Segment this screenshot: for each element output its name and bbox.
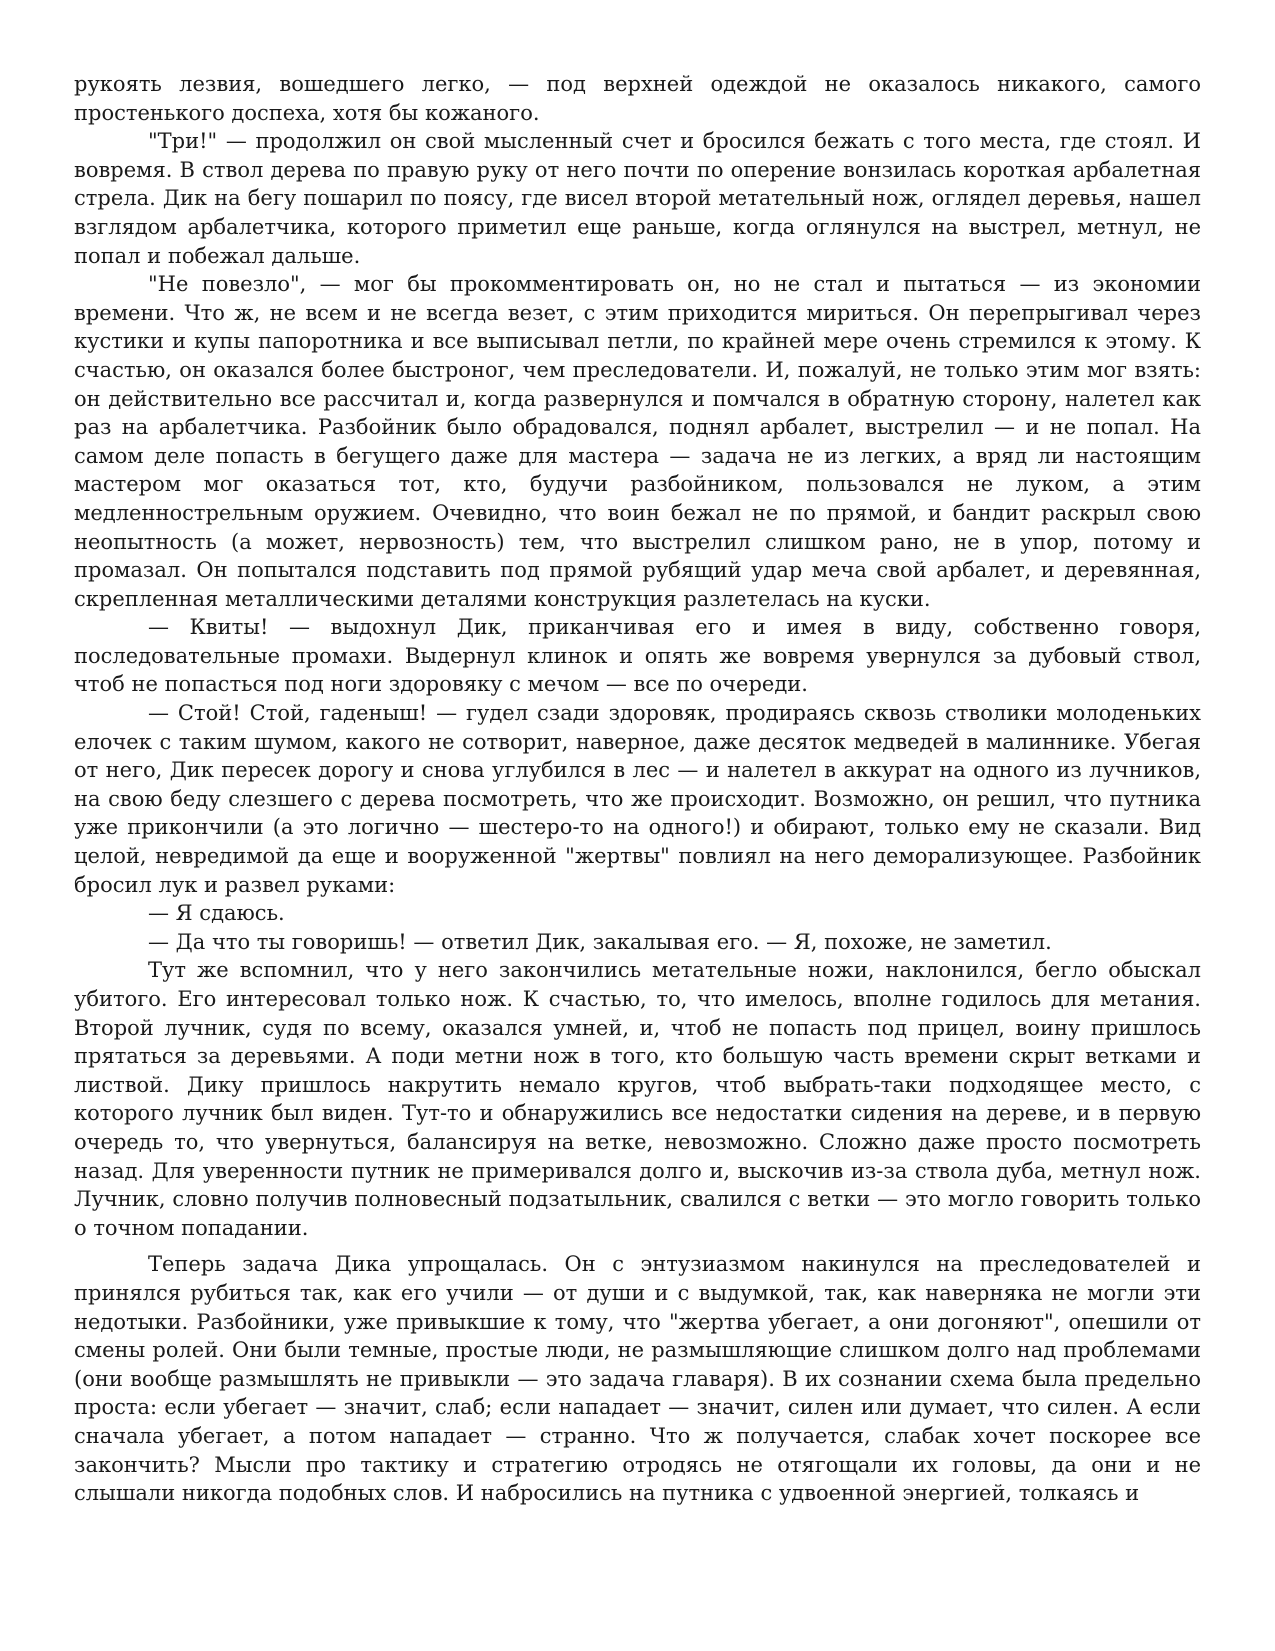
dialogue-line: — Я сдаюсь. xyxy=(148,901,285,926)
paragraph: — Квиты! — выдохнул Дик, приканчивая его и имея в виду, собственно говоря, последовательные промахи. Выдернул клинок и опять же вовремя увернулся за дубовый ствол, чтоб не попасться под ноги здоровяку с мечом — все по очереди. xyxy=(74,615,1201,697)
dialogue-line: — Да что ты говоришь! — ответил Дик, закалывая его. — Я, похоже, не заметил. xyxy=(148,929,1052,954)
paragraph: — Стой! Стой, гаденыш! — гудел сзади здоровяк, продираясь сквозь стволики молоденьких елочек с таким шумом, какого не сотворит, наверное, даже десяток медведей в малиннике. Убегая от него, Дик пересек дорогу и снова углубился в лес — и налетел в аккурат на одного из лучников, на свою беду слезшего с дерева посмотреть, что же происходит. Возможно, он решил, что путника уже прикончили (а это логично — шестеро-то на одного!) и обирают, только ему не сказали. Вид целой, невредимой да еще и вооруженной "жертвы" повлиял на него деморализующее. Разбойник бросил лук и развел руками: xyxy=(74,701,1201,897)
book-page xyxy=(74,70,1201,1508)
paragraph: "Три!" — продолжил он свой мысленный счет и бросился бежать с того места, где стоял. И вовремя. В ствол дерева по правую руку от него почти по оперение вонзилась короткая арбалетная стрела. Дик на бегу пошарил по поясу, где висел второй метательный нож, оглядел деревья, нашел взглядом арбалетчика, которого приметил еще раньше, когда оглянулся на выстрел, метнул, не попал и побежал дальше. xyxy=(74,129,1201,268)
paragraph: Теперь задача Дика упрощалась. Он с энтузиазмом накинулся на преследователей и принялся рубиться так, как его учили — от души и с выдумкой, так, как наверняка не могли эти недотыки. Разбойники, уже привыкшие к тому, что "жертва убегает, а они догоняют", опешили от смены ролей. Они были темные, простые люди, не размышляющие слишком долго над проблемами (они вообще размышлять не привыкли — это задача главаря). В их сознании схема была предельно проста: если убегает — значит, слаб; если нападает — значит, силен или думает, что силен. А если сначала убегает, а потом нападает — странно. Что ж получается, слабак хочет поскорее все закончить? Мысли про тактику и стратегию отродясь не отягощали их головы, да они и не слышали никогда подобных слов. И набросились на путника с удвоенной энергией, толкаясь и xyxy=(74,1252,1201,1506)
paragraph: "Не повезло", — мог бы прокомментировать он, но не стал и пытаться — из экономии времени. Что ж, не всем и не всегда везет, с этим приходится мириться. Он перепрыгивал через кустики и купы папоротника и все выписывал петли, по крайней мере очень стремился к этому. К счастью, он оказался более быстроног, чем преследователи. И, пожалуй, не только этим мог взять: он действительно все рассчитал и, когда развернулся и помчался в обратную сторону, налетел как раз на арбалетчика. Разбойник было обрадовался, поднял арбалет, выстрелил — и не попал. На самом деле попасть в бегущего даже для мастера — задача не из легких, а вряд ли настоящим мастером мог оказаться тот, кто, будучи разбойником, пользовался не луком, а этим медленнострельным оружием. Очевидно, что воин бежал не по прямой, и бандит раскрыл свою неопытность (а может, нервозность) тем, что выстрелил слишком рано, не в упор, потому и промазал. Он попытался подставить под прямой рубящий удар меча свой арбалет, и деревянная, скрепленная металлическими деталями конструкция разлетелась на куски. xyxy=(74,272,1201,611)
paragraph: Тут же вспомнил, что у него закончились метательные ножи, наклонился, бегло обыскал убитого. Его интересовал только нож. К счастью, то, что имелось, вполне годилось для метания. Второй лучник, судя по всему, оказался умней, и, чтоб не попасть под прицел, воину пришлось прятаться за деревьями. А поди метни нож в того, кто большую часть времени скрыт ветками и листвой. Дику пришлось накрутить немало кругов, чтоб выбрать-таки подходящее место, с которого лучник был виден. Тут-то и обнаружились все недостатки сидения на дереве, и в первую очередь то, что увернуться, балансируя на ветке, невозможно. Сложно даже просто посмотреть назад. Для уверенности путник не примеривался долго и, выскочив из-за ствола дуба, метнул нож. Лучник, словно получив полновесный подзатыльник, свалился с ветки — это могло говорить только о точном попадании. xyxy=(74,958,1201,1240)
paragraph-continued: рукоять лезвия, вошедшего легко, — под верхней одеждой не оказалось никакого, самого простенького доспеха, хотя бы кожаного. xyxy=(74,72,1201,125)
